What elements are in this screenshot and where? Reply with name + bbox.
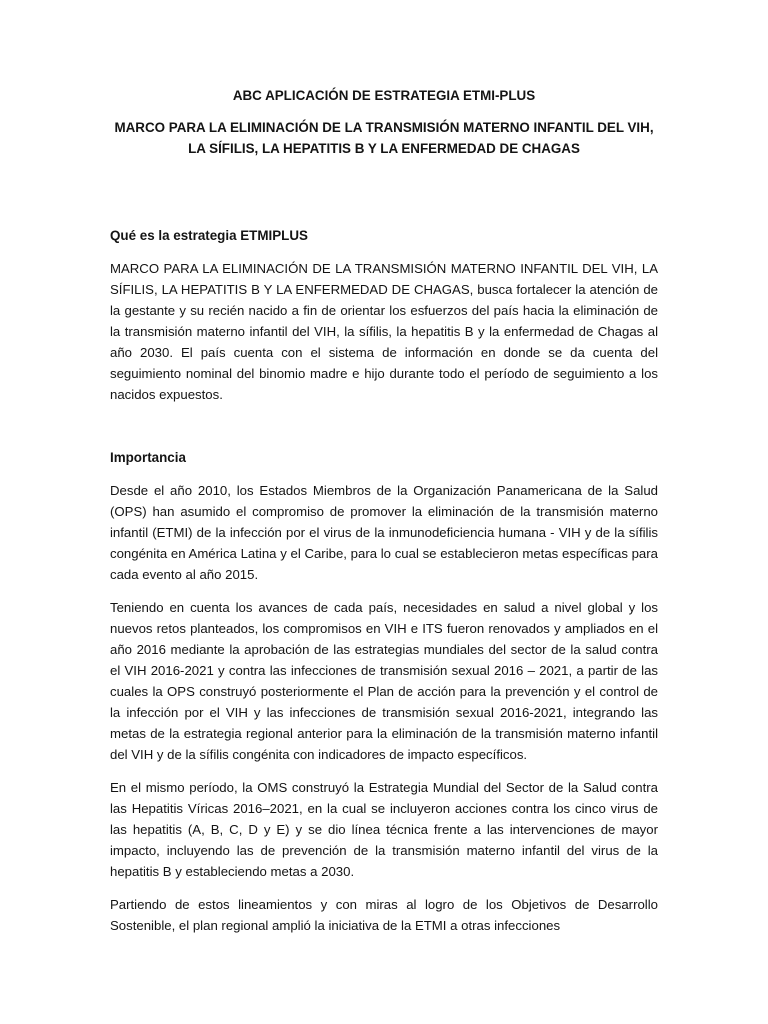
paragraph-importancia-1: Desde el año 2010, los Estados Miembros de la Organización Panamericana de la Salud (OPS) han asumido el compromiso de promover la eliminación de la transmisión materno infantil (ETMI) de la infección por el virus de la inmunodeficiencia humana - VIH y de la sífilis congénita en América Latina y el Caribe, para lo cual se establecieron metas específicas para cada evento al año 2015. (110, 483, 658, 582)
paragraph-importancia-2: Teniendo en cuenta los avances de cada país, necesidades en salud a nivel global y los nuevos retos planteados, los compromisos en VIH e ITS fueron renovados y ampliados en el año 2016 mediante la aprobación de las estrategias mundiales del sector de la salud contra el VIH 2016-2021 y contra las infecciones de transmisión sexual 2016 – 2021, a partir de las cuales la OPS construyó posteriormente el Plan de acción para la prevención y el control de la infección por el VIH y las infecciones de transmisión sexual 2016-2021, integrando las metas de la estrategia regional anterior para la eliminación de la transmisión materno infantil del VIH y de la sífilis congénita con indicadores de impacto específicos. (110, 600, 658, 762)
document-subtitle (0, 117, 768, 159)
document-title: ABC APLICACIÓN DE ESTRATEGIA ETMI-PLUS (232, 88, 536, 103)
section-heading-importancia: Importancia (110, 450, 186, 465)
section-spacer (110, 417, 658, 447)
document-subtitle-line-2: LA SÍFILIS, LA HEPATITIS B Y LA ENFERMEDAD DE CHAGAS (188, 141, 580, 156)
paragraph-importancia-3: En el mismo período, la OMS construyó la Estrategia Mundial del Sector de la Salud contra las Hepatitis Víricas 2016–2021, en la cual se incluyeron acciones contra los cinco virus de las hepatitis (A, B, C, D y E) y se dio línea técnica frente a las intervenciones de mayor impacto, incluyendo las de prevención de la transmisión materno infantil del virus de la hepatitis B y estableciendo metas a 2030. (110, 780, 658, 879)
paragraph-importancia-4: Partiendo de estos lineamientos y con miras al logro de los Objetivos de Desarrollo Sostenible, el plan regional amplió la iniciativa de la ETMI a otras infecciones (110, 897, 658, 933)
paragraph-que-es: MARCO PARA LA ELIMINACIÓN DE LA TRANSMISIÓN MATERNO INFANTIL DEL VIH, LA SÍFILIS, LA HEPATITIS B Y LA ENFERMEDAD DE CHAGAS, busca fortalecer la atención de la gestante y su recién nacido a fin de orientar los esfuerzos del país hacia la eliminación de la transmisión materno infantil del VIH, la sífilis, la hepatitis B y la enfermedad de Chagas al año 2030. El país cuenta con el sistema de información en donde se da cuenta del seguimiento nominal del binomio madre e hijo durante todo el período de seguimiento a los nacidos expuestos. (110, 261, 658, 402)
document-body (110, 225, 658, 969)
document-subtitle-line-1: MARCO PARA LA ELIMINACIÓN DE LA TRANSMISIÓN MATERNO INFANTIL DEL VIH, (114, 120, 654, 135)
section-heading-que-es: Qué es la estrategia ETMIPLUS (110, 228, 308, 243)
